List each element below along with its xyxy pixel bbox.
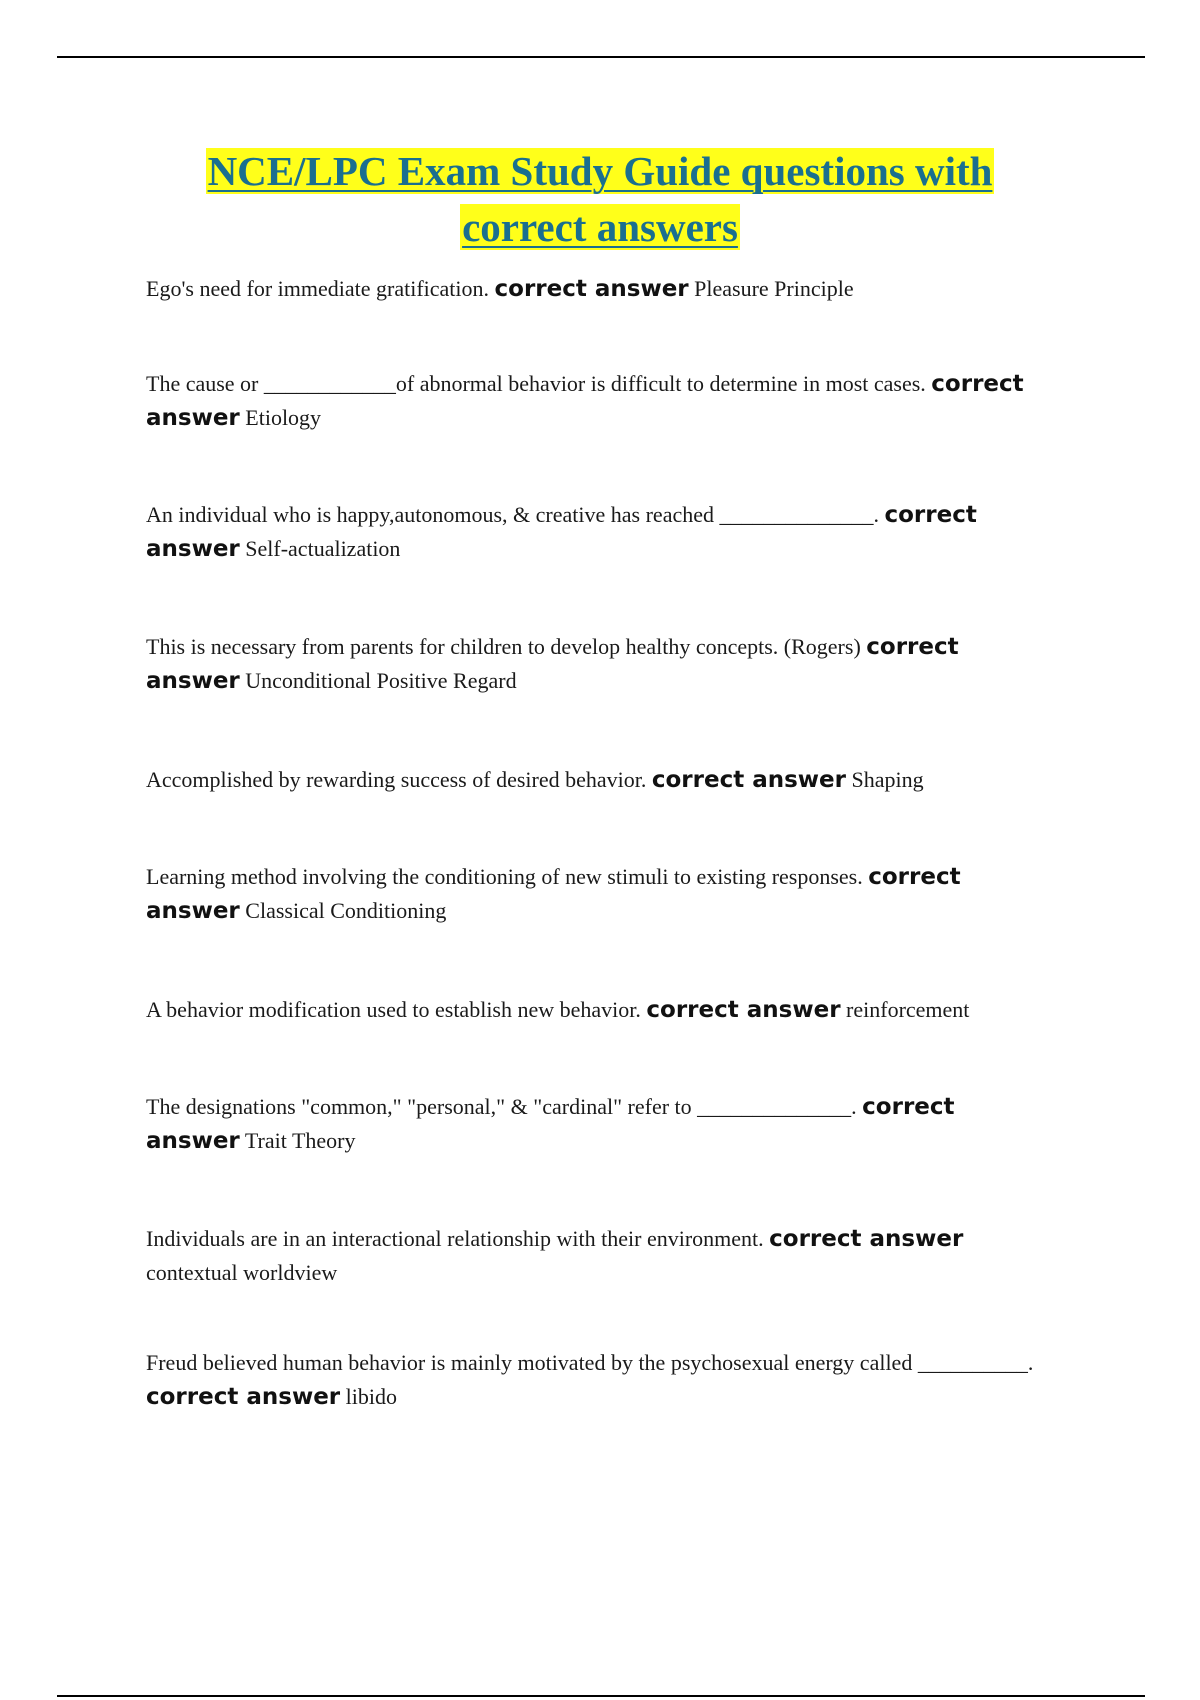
title-block	[0, 143, 1200, 255]
answer-tag: correct answer	[146, 634, 959, 694]
answer-text: contextual worldview	[146, 1260, 338, 1285]
qa-item-2	[146, 367, 1046, 435]
title-line-2: correct answers	[462, 204, 738, 250]
answer-text: Unconditional Positive Regard	[245, 668, 517, 693]
question-text: Freud believed human behavior is mainly motivated by the psychosexual energy called __________.	[146, 1350, 1034, 1375]
answer-tag: correct answer	[146, 502, 977, 562]
bottom-rule	[57, 1695, 1145, 1697]
answer-tag: correct answer	[651, 767, 846, 793]
qa-item-3	[146, 498, 1046, 566]
question-text: The cause or ____________of abnormal behavior is difficult to determine in most cases.	[146, 371, 926, 396]
question-text: Accomplished by rewarding success of desired behavior.	[146, 767, 647, 792]
question-text: Ego's need for immediate gratification.	[146, 276, 490, 301]
question-text: Learning method involving the conditioning of new stimuli to existing responses.	[146, 864, 863, 889]
qa-item-6	[146, 860, 1046, 928]
answer-tag: correct answer	[146, 371, 1024, 431]
qa-item-8	[146, 1090, 1046, 1158]
question-text: An individual who is happy,autonomous, & creative has reached ______________.	[146, 502, 879, 527]
answer-tag: correct answer	[146, 864, 961, 924]
top-rule	[57, 56, 1145, 58]
answer-text: Self-actualization	[245, 536, 401, 561]
answer-tag: correct answer	[769, 1226, 964, 1252]
qa-item-10	[146, 1346, 1046, 1414]
answer-text: Etiology	[245, 405, 322, 430]
answer-text: Classical Conditioning	[245, 898, 447, 923]
question-text: A behavior modification used to establish new behavior.	[146, 997, 641, 1022]
qa-item-4	[146, 630, 1046, 698]
answer-text: libido	[345, 1384, 397, 1409]
answer-tag: correct answer	[494, 276, 689, 302]
answer-tag: correct answer	[646, 997, 841, 1023]
page-title	[0, 143, 1200, 255]
qa-item-1	[146, 272, 1046, 306]
answer-text: Pleasure Principle	[694, 276, 854, 301]
title-line-1: NCE/LPC Exam Study Guide questions with	[207, 148, 993, 194]
answer-tag: correct answer	[146, 1384, 341, 1410]
answer-text: Trait Theory	[244, 1128, 356, 1153]
question-text: Individuals are in an interactional relationship with their environment.	[146, 1226, 764, 1251]
qa-item-7	[146, 993, 1046, 1027]
qa-item-5	[146, 763, 1046, 797]
qa-item-9	[146, 1222, 1046, 1290]
answer-tag: correct answer	[146, 1094, 955, 1154]
question-text: The designations "common," "personal," & "cardinal" refer to ______________.	[146, 1094, 857, 1119]
answer-text: reinforcement	[846, 997, 970, 1022]
answer-text: Shaping	[851, 767, 924, 792]
question-text: This is necessary from parents for children to develop healthy concepts. (Rogers)	[146, 634, 861, 659]
